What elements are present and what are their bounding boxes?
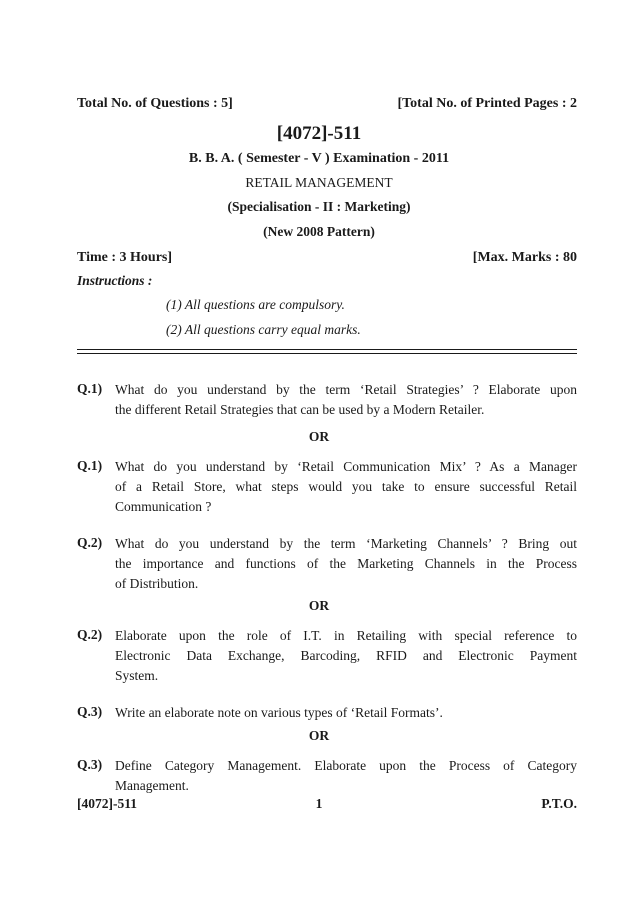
or-separator: OR <box>308 728 330 743</box>
specialisation: (Specialisation - II : Marketing) <box>227 199 411 214</box>
divider-line <box>77 353 577 354</box>
instructions-title: Instructions : <box>77 273 153 288</box>
question-line: Define Category Management. Elaborate upon the Process of Category <box>115 758 577 773</box>
question-line: the importance and functions of the Marketing Channels in the Process <box>115 555 577 571</box>
question-line: Management. <box>115 777 189 793</box>
or-separator: OR <box>308 429 330 444</box>
divider-line <box>77 349 577 350</box>
or-separator: OR <box>308 598 330 613</box>
question-line: What do you understand by ‘Retail Communication Mix’ ? As a Manager <box>115 459 577 474</box>
question-text <box>115 457 577 516</box>
total-pages: [Total No. of Printed Pages : 2 <box>397 96 577 111</box>
question-line: Write an elaborate note on various types of ‘Retail Formats’. <box>115 705 443 720</box>
question-number: Q.3) <box>77 704 103 719</box>
max-marks: [Max. Marks : 80 <box>472 250 577 265</box>
question-line: System. <box>115 667 159 683</box>
exam-title: B. B. A. ( Semester - V ) Examination - 2011 <box>188 151 450 166</box>
question-line: of a Retail Store, what steps would you take to ensure successful Retail <box>115 478 577 494</box>
question-text <box>115 534 577 593</box>
question-text <box>115 626 577 685</box>
pto-label: P.T.O. <box>541 796 577 811</box>
question-line: Electronic Data Exchange, Barcoding, RFID and Electronic Payment <box>115 647 577 663</box>
question-number: Q.2) <box>77 535 103 550</box>
total-questions: Total No. of Questions : 5] <box>77 96 233 111</box>
instruction-item: (2) All questions carry equal marks. <box>166 322 361 337</box>
time-label: Time : 3 Hours] <box>77 250 173 265</box>
instruction-item: (1) All questions are compulsory. <box>166 297 345 312</box>
paper-code: [4072]-511 <box>276 123 362 144</box>
page-number: 1 <box>315 796 323 811</box>
question-line: of Distribution. <box>115 575 199 591</box>
question-text <box>115 756 577 796</box>
question-line: Elaborate upon the role of I.T. in Retailing with special reference to <box>115 628 577 643</box>
question-line: What do you understand by the term ‘Marketing Channels’ ? Bring out <box>115 536 577 551</box>
question-line: What do you understand by the term ‘Retail Strategies’ ? Elaborate upon <box>115 382 577 397</box>
question-text <box>115 380 577 420</box>
subject-title: RETAIL MANAGEMENT <box>245 175 393 190</box>
question-number: Q.1) <box>77 458 103 473</box>
question-line: Communication ? <box>115 498 212 514</box>
question-number: Q.1) <box>77 381 103 396</box>
footer-code: [4072]-511 <box>77 796 137 811</box>
question-number: Q.2) <box>77 627 103 642</box>
pattern: (New 2008 Pattern) <box>263 224 375 239</box>
question-text <box>115 703 577 723</box>
question-number: Q.3) <box>77 757 103 772</box>
question-line: the different Retail Strategies that can be used by a Modern Retailer. <box>115 401 485 417</box>
